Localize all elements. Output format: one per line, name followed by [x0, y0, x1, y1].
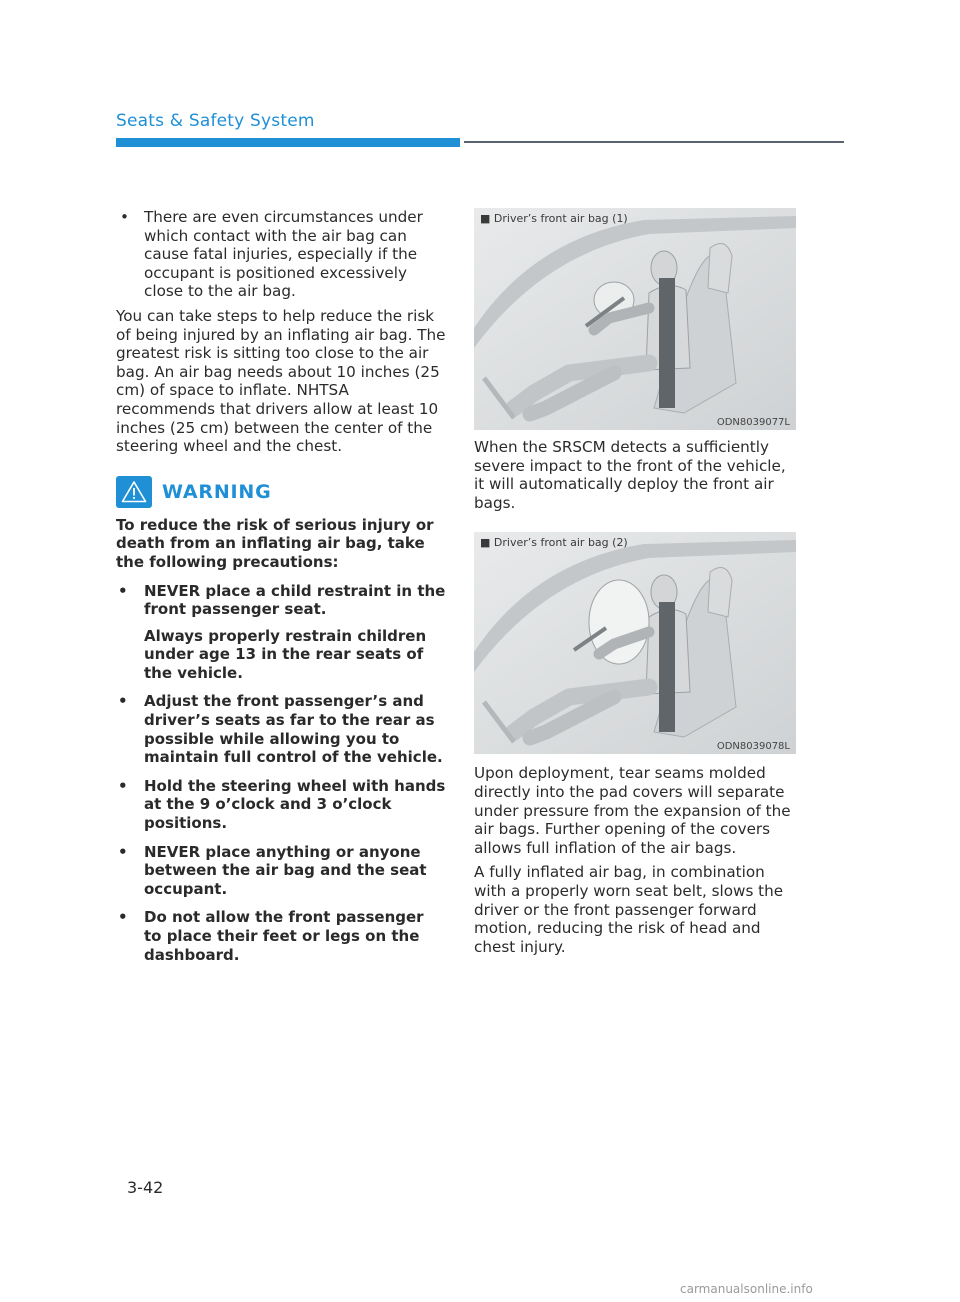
warning-item — [116, 777, 446, 833]
warning-item-text: Hold the steering wheel with hands at the 9 o’clock and 3 o’clock positions. — [144, 776, 446, 833]
bullet-dot: • — [120, 208, 129, 226]
warning-item-text: Do not allow the front passenger to place their feet or legs on the dashboard. — [144, 908, 424, 964]
figure-code: ODN8039078L — [716, 741, 790, 753]
figure-caption: ■ Driver’s front air bag (2) — [480, 536, 628, 550]
watermark: carmanualsonline.info — [680, 1282, 813, 1296]
header-rule-accent — [116, 138, 460, 147]
figure-code: ODN8039077L — [716, 417, 790, 428]
bullet-dot: • — [118, 842, 128, 861]
airbag-figure-2 — [474, 532, 796, 754]
warning-item-text: NEVER place anything or anyone between the air bag and the seat occupant. — [144, 842, 427, 898]
warning-intro: To reduce the risk of serious injury or death from an inflating air bag, take the following precautions: — [116, 515, 434, 571]
section-title: Seats & Safety System — [116, 111, 315, 131]
list-item — [116, 208, 446, 301]
warning-item — [116, 582, 446, 619]
airbag-illustration-1 — [474, 208, 796, 430]
airbag-illustration-2 — [474, 532, 796, 754]
paragraph: Upon deployment, tear seams molded directly into the pad covers will separate under pressure from the expansion of the air bags. Further opening of the covers allows full inflation of the air bags. — [474, 764, 791, 857]
bullet-dot: • — [118, 692, 128, 711]
paragraph: When the SRSCM detects a sufficiently severe impact to the front of the vehicle, it will automatically deploy the front air bags. — [474, 438, 786, 512]
right-column — [474, 208, 796, 956]
warning-icon — [116, 476, 152, 508]
warning-item — [116, 692, 446, 766]
airbag-figure-1 — [474, 208, 796, 430]
header-rule — [464, 141, 844, 143]
warning-header — [116, 476, 446, 508]
bullet-dot: • — [118, 908, 128, 927]
bullet-text: There are even circumstances under which contact with the air bag can cause fatal injuries, especially if the occupant is positioned excessively close to the air bag. — [144, 208, 423, 301]
warning-item-text: Adjust the front passenger’s and driver’s seats as far to the rear as possible while allowing you to maintain full control of the vehicle. — [144, 692, 443, 767]
bullet-dot: • — [118, 776, 128, 795]
warning-title: WARNING — [162, 480, 272, 503]
warning-item — [116, 908, 446, 964]
warning-item-text: NEVER place a child restraint in the front passenger seat. — [144, 581, 446, 619]
page-number: 3-42 — [127, 1178, 164, 1197]
left-column — [116, 208, 446, 964]
warning-item — [116, 843, 446, 899]
warning-subitem: Always properly restrain children under age 13 in the rear seats of the vehicle. — [144, 626, 427, 682]
paragraph: A fully inflated air bag, in combination with a properly worn seat belt, slows the driver or the front passenger forward motion, reducing the risk of head and chest injury. — [474, 863, 784, 956]
figure-caption: ■ Driver’s front air bag (1) — [480, 212, 628, 225]
paragraph: You can take steps to help reduce the risk of being injured by an inflating air bag. The greatest risk is sitting too close to the air bag. An air bag needs about 10 inches (25 cm) of space to inflate. NHTSA recommends that drivers allow at least 10 inches (25 cm) between the center of the steering wheel and the chest. — [116, 306, 446, 456]
bullet-dot: • — [118, 581, 128, 600]
